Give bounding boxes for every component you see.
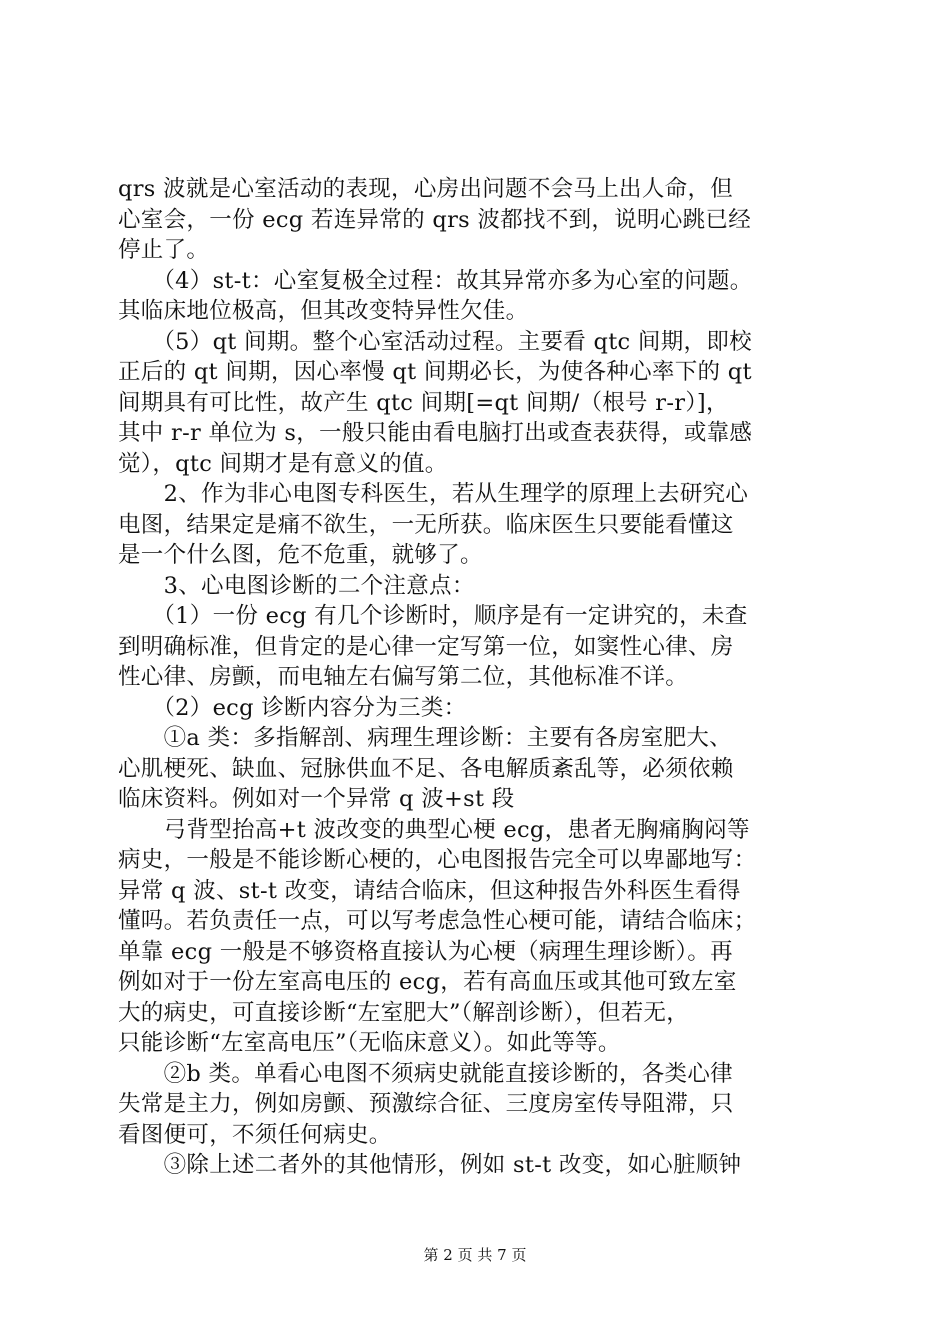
text-line: （2）ecg 诊断内容分为三类：	[118, 694, 467, 721]
text-line: 病史，一般是不能诊断心梗的，心电图报告完全可以卑鄙地写：	[118, 847, 757, 873]
text-line: （5）qt 间期。整个心室活动过程。主要看 qtc 间期，即校	[118, 328, 752, 355]
body-text	[118, 174, 834, 1181]
text-line: 电图，结果定是痛不欲生，一无所获。临床医生只要能看懂这	[118, 511, 734, 538]
text-line: ③除上述二者外的其他情形，例如 st-t 改变，如心脏顺钟	[118, 1152, 742, 1178]
text-line: 其临床地位极高，但其改变特异性欠佳。	[118, 298, 529, 324]
text-line: （1）一份 ecg 有几个诊断时，顺序是有一定讲究的，未查	[118, 603, 748, 629]
text-line: 懂吗。若负责任一点，可以写考虑急性心梗可能，请结合临床；	[118, 908, 757, 934]
text-line: qrs 波就是心室活动的表现，心房出问题不会马上出人命，但	[118, 176, 734, 202]
text-line: 正后的 qt 间期，因心率慢 qt 间期必长，为使各种心率下的 qt	[118, 359, 752, 385]
text-line: 心肌梗死、缺血、冠脉供血不足、各电解质紊乱等，必须依赖	[118, 755, 734, 782]
text-line: 例如对于一份左室高电压的 ecg，若有高血压或其他可致左室	[118, 969, 737, 995]
text-line: 弓背型抬高+t 波改变的典型心梗 ecg，患者无胸痛胸闷等	[118, 816, 750, 843]
text-line: 心室会，一份 ecg 若连异常的 qrs 波都找不到，说明心跳已经	[118, 206, 752, 233]
text-line: 2、作为非心电图专科医生，若从生理学的原理上去研究心	[118, 481, 749, 507]
text-line: 大的病史，可直接诊断“左室肥大”（解剖诊断），但若无，	[118, 999, 690, 1026]
text-line: 性心律、房颤，而电轴左右偏写第二位，其他标准不详。	[118, 664, 689, 690]
text-line: 失常是主力，例如房颤、预激综合征、三度房室传导阻滞，只	[118, 1091, 734, 1117]
text-line: （4）st-t：心室复极全过程：故其异常亦多为心室的问题。	[118, 267, 753, 294]
text-line: 其中 r-r 单位为 s，一般只能由看电脑打出或查表获得，或靠感	[118, 420, 753, 446]
text-line: 临床资料。例如对一个异常 q 波+st 段	[118, 786, 515, 812]
text-line: 3、心电图诊断的二个注意点：	[118, 572, 475, 599]
text-line: 间期具有可比性，故产生 qtc 间期[=qt 间期/（根号 r-r）]，	[118, 389, 729, 416]
text-line: ①a 类：多指解剖、病理生理诊断：主要有各房室肥大、	[118, 725, 732, 751]
text-line: ②b 类。单看心电图不须病史就能直接诊断的，各类心律	[118, 1060, 733, 1087]
text-line: 是一个什么图，危不危重，就够了。	[118, 542, 483, 568]
text-line: 觉），qtc 间期才是有意义的值。	[118, 450, 448, 477]
text-line: 停止了。	[118, 237, 210, 263]
text-line: 只能诊断“左室高电压”（无临床意义）。如此等等。	[118, 1030, 621, 1056]
page-number-footer: 第 2 页 共 7 页	[423, 1246, 527, 1264]
text-line: 异常 q 波、st-t 改变，请结合临床，但这种报告外科医生看得	[118, 877, 741, 904]
text-line: 单靠 ecg 一般是不够资格直接认为心梗（病理生理诊断）。再	[118, 938, 733, 965]
text-line: 到明确标准，但肯定的是心律一定写第一位，如窦性心律、房	[118, 633, 734, 660]
text-line: 看图便可，不须任何病史。	[118, 1121, 392, 1148]
